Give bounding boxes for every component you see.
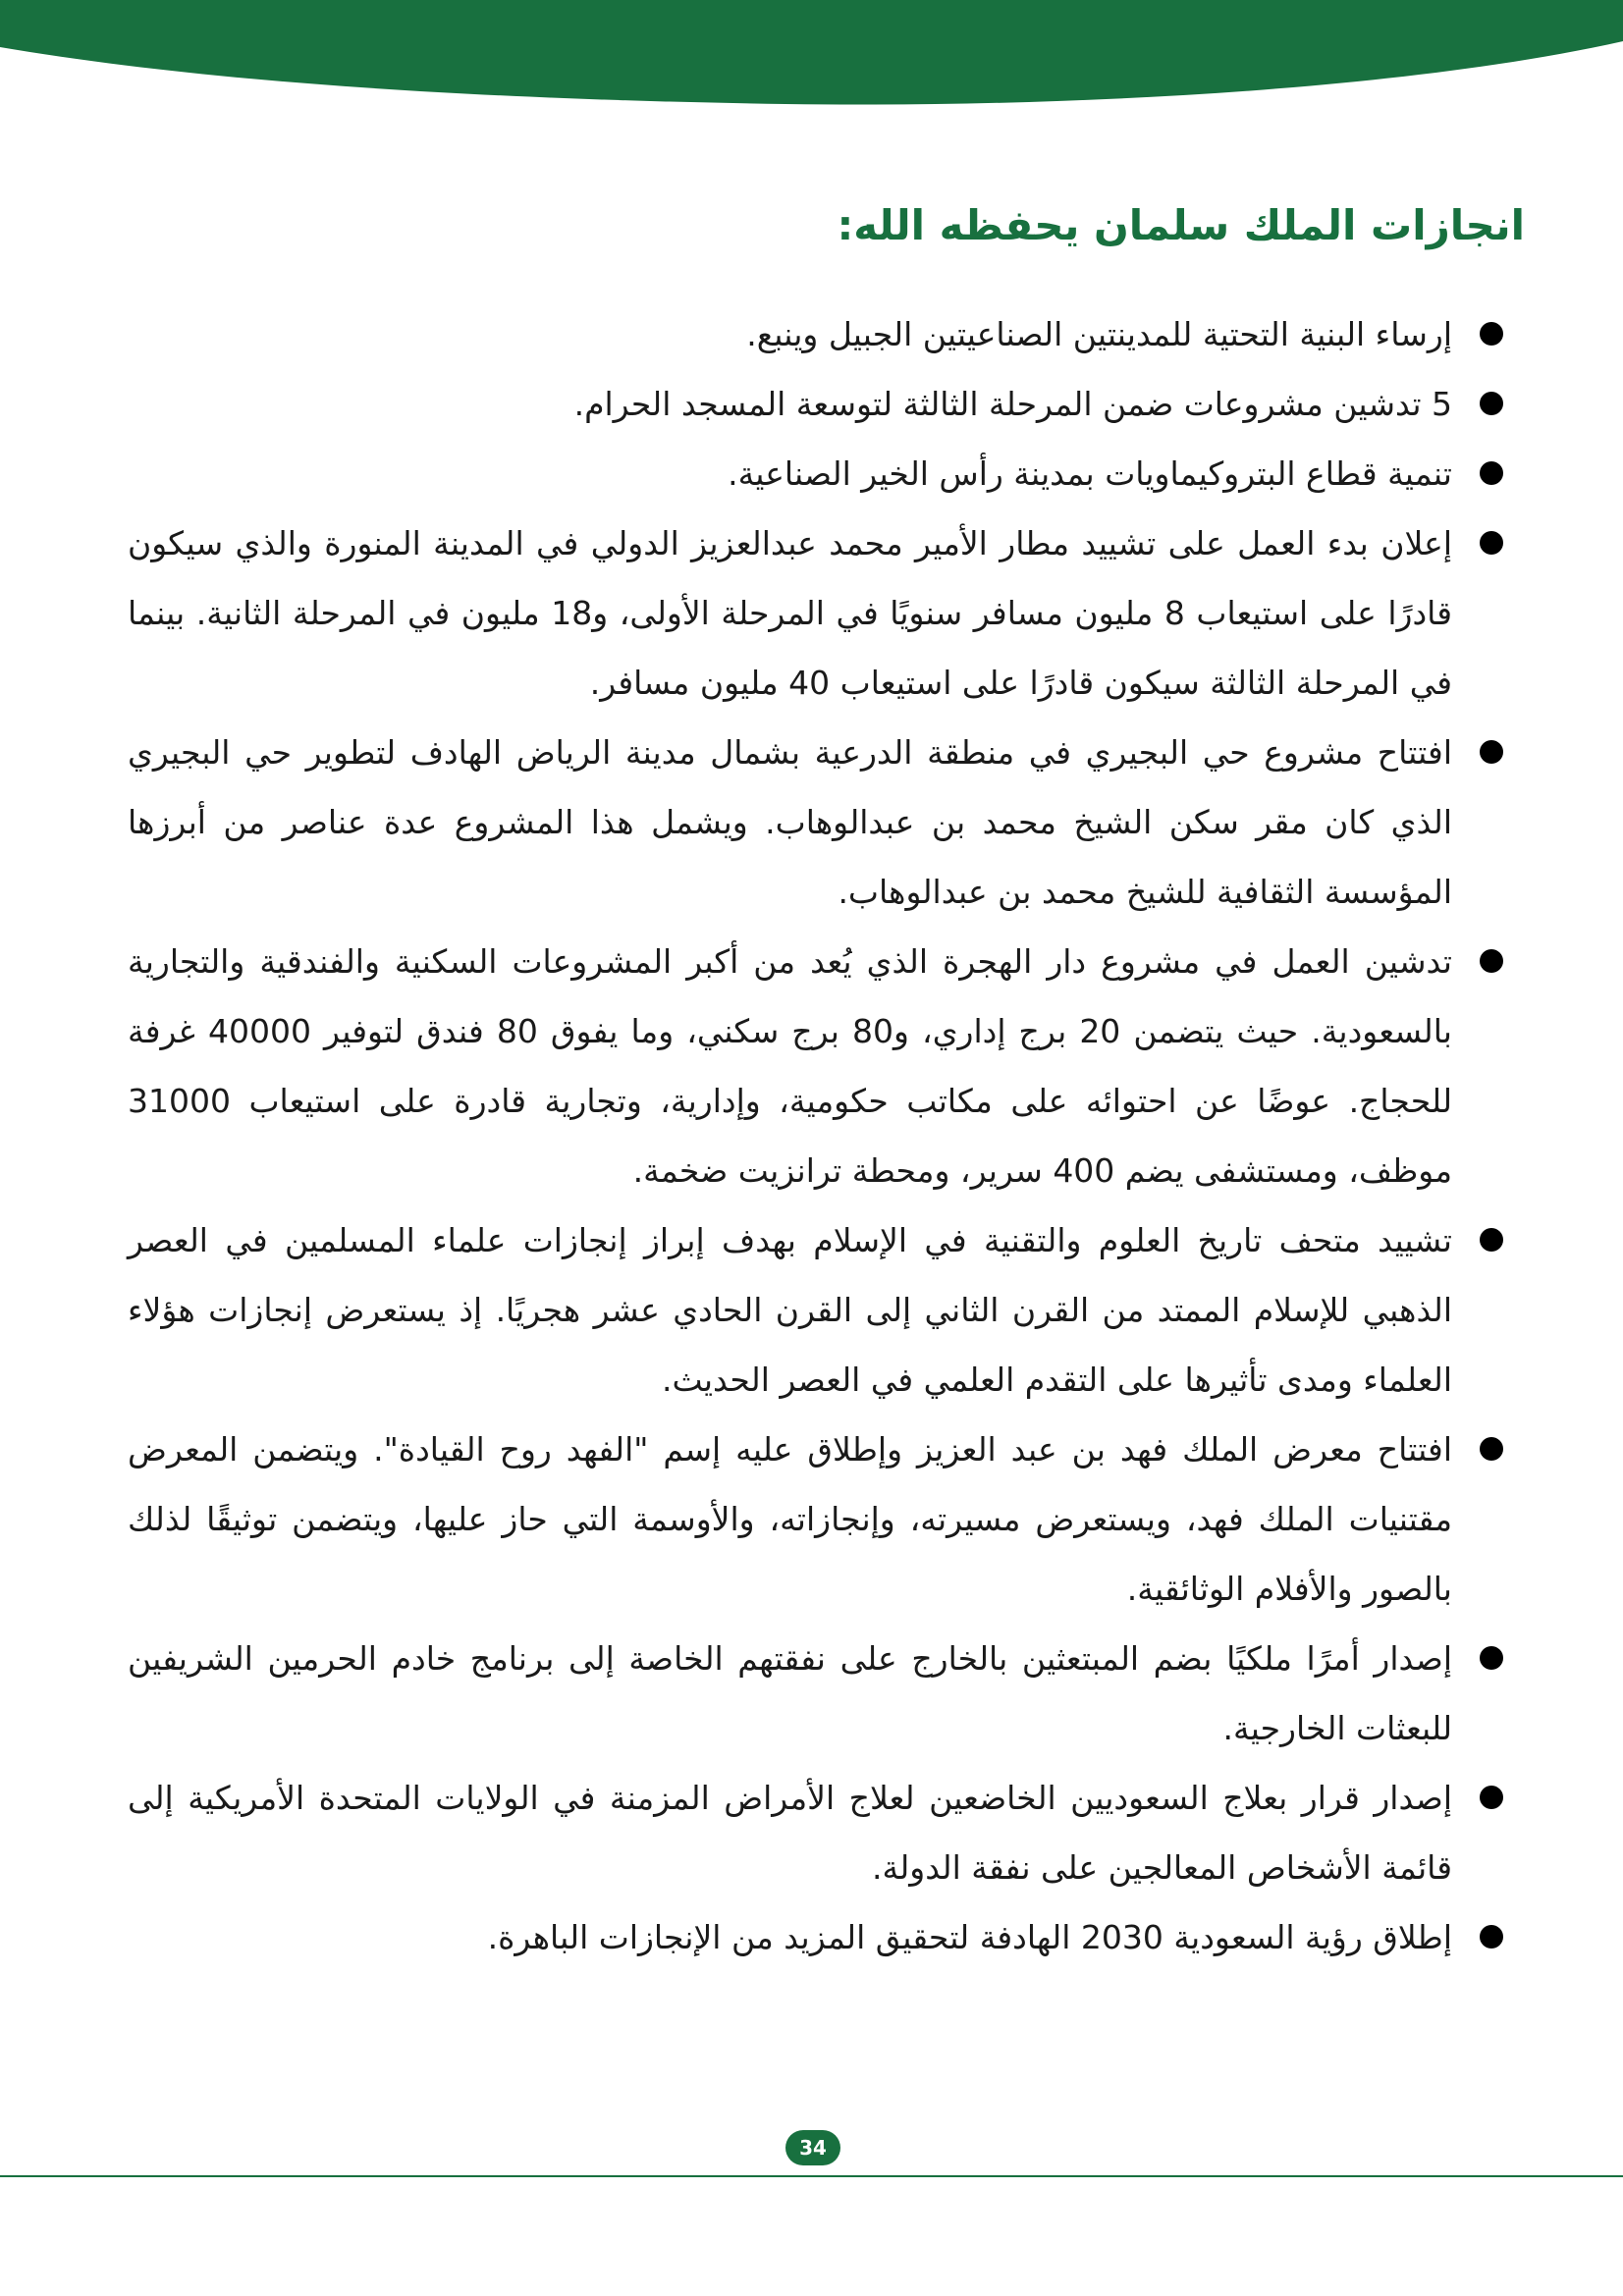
- footer-divider: [0, 2175, 1623, 2177]
- list-item-text: إصدار أمرًا ملكيًا بضم المبتعثين بالخارج على نفقتهم الخاصة إلى برنامج خادم الحرمين الشريفين للبعثات الخارجية.: [128, 1639, 1452, 1747]
- list-item: [128, 1902, 1495, 1972]
- list-item: [128, 1415, 1495, 1624]
- list-item: [128, 718, 1495, 927]
- list-item-text: تنمية قطاع البتروكيماويات بمدينة رأس الخير الصناعية.: [728, 454, 1452, 493]
- header-green-band: [0, 0, 1623, 118]
- list-item: [128, 299, 1495, 369]
- list-item-text: افتتاح مشروع حي البجيري في منطقة الدرعية بشمال مدينة الرياض الهادف لتطوير حي البجيري الذي كان مقر سكن الشيخ محمد بن عبدالوهاب. ويشمل هذا المشروع عدة عناصر من أبرزها المؤسسة الثقافية للشيخ محمد بن عبدالوهاب.: [128, 733, 1452, 911]
- bullet-icon: [1480, 322, 1503, 346]
- list-item: [128, 369, 1495, 439]
- list-item-text: تشييد متحف تاريخ العلوم والتقنية في الإسلام بهدف إبراز إنجازات علماء المسلمين في العصر الذهبي للإسلام الممتد من القرن الثاني إلى القرن الحادي عشر هجريًا. إذ يستعرض إنجازات هؤلاء العلماء ومدى تأثيرها على التقدم العلمي في العصر الحديث.: [128, 1221, 1452, 1399]
- achievements-list: [128, 299, 1495, 1972]
- header-band-shape: [0, 0, 1623, 105]
- list-item-text: إعلان بدء العمل على تشييد مطار الأمير محمد عبدالعزيز الدولي في المدينة المنورة والذي سيكون قادرًا على استيعاب 8 مليون مسافر سنويًا في المرحلة الأولى، و18 مليون في المرحلة الثانية. بينما في المرحلة الثالثة سيكون قادرًا على استيعاب 40 مليون مسافر.: [128, 524, 1453, 702]
- bullet-icon: [1480, 1437, 1503, 1461]
- bullet-icon: [1480, 740, 1503, 764]
- list-item-text: إصدار قرار بعلاج السعوديين الخاضعين لعلاج الأمراض المزمنة في الولايات المتحدة الأمريكية إلى قائمة الأشخاص المعالجين على نفقة الدولة.: [128, 1779, 1452, 1887]
- bullet-icon: [1480, 1228, 1503, 1252]
- list-item: [128, 1624, 1495, 1763]
- bullet-icon: [1480, 1646, 1503, 1670]
- bullet-icon: [1480, 392, 1503, 415]
- bullet-icon: [1480, 531, 1503, 555]
- list-item: [128, 927, 1495, 1205]
- list-item-text: إرساء البنية التحتية للمدينتين الصناعيتين الجبيل وينبع.: [746, 315, 1452, 353]
- list-item: [128, 1763, 1495, 1902]
- list-item-text: تدشين العمل في مشروع دار الهجرة الذي يُعد من أكبر المشروعات السكنية والفندقية والتجارية بالسعودية. حيث يتضمن 20 برج إداري، و80 برج سكني، وما يفوق 80 فندق لتوفير 40000 غرفة للحجاج. عوضًا عن احتوائه على مكاتب حكومية، وإدارية، وتجارية قادرة على استيعاب 31000 موظف، ومستشفى يضم 400 سرير، ومحطة ترانزيت ضخمة.: [128, 942, 1452, 1190]
- page-title: انجازات الملك سلمان يحفظه الله:: [837, 201, 1525, 249]
- list-item: [128, 508, 1495, 718]
- bullet-icon: [1480, 949, 1503, 973]
- page-number-badge: 34: [785, 2130, 840, 2165]
- bullet-icon: [1480, 461, 1503, 485]
- list-item: [128, 1205, 1495, 1415]
- list-item-text: إطلاق رؤية السعودية 2030 الهادفة لتحقيق المزيد من الإنجازات الباهرة.: [487, 1918, 1452, 1956]
- list-item-text: 5 تدشين مشروعات ضمن المرحلة الثالثة لتوسعة المسجد الحرام.: [573, 385, 1452, 423]
- bullet-icon: [1480, 1786, 1503, 1809]
- list-item: [128, 439, 1495, 508]
- bullet-icon: [1480, 1925, 1503, 1949]
- list-item-text: افتتاح معرض الملك فهد بن عبد العزيز وإطلاق عليه إسم "الفهد روح القيادة". ويتضمن المعرض مقتنيات الملك فهد، ويستعرض مسيرته، وإنجازاته، والأوسمة التي حاز عليها، ويتضمن توثيقًا لذلك بالصور والأفلام الوثائقية.: [128, 1430, 1452, 1608]
